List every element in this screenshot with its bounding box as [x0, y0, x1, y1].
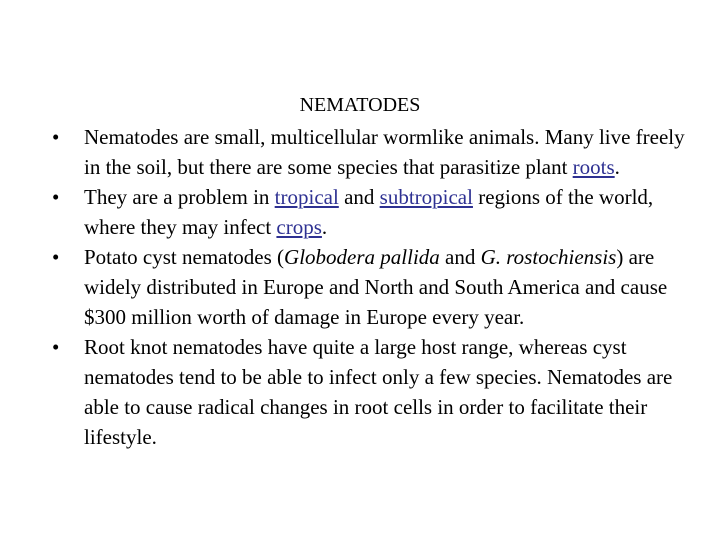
- link-tropical[interactable]: tropical: [274, 185, 339, 209]
- bullet-list: [50, 122, 690, 452]
- bullet-dot-icon: •: [52, 185, 60, 209]
- bullet-text: Potato cyst nematodes (: [84, 245, 285, 269]
- bullet-item: [50, 122, 690, 182]
- bullet-text: .: [321, 215, 328, 239]
- bullet-text: regions of the world, where they may infect: [84, 185, 654, 239]
- species-name: G. rostochiensis: [480, 245, 617, 269]
- bullet-text: Root knot nematodes have quite a large host range, whereas cyst nematodes tend to be able to infect only a few species. Nematodes are able to cause radical changes in root cells in order to facilitate their lifestyle.: [84, 335, 673, 449]
- bullet-item: [50, 332, 690, 452]
- link-crops[interactable]: crops: [276, 215, 322, 239]
- bullet-item: [50, 242, 690, 332]
- link-roots[interactable]: roots: [572, 155, 615, 179]
- species-name: Globodera pallida: [284, 245, 440, 269]
- bullet-item: [50, 182, 690, 242]
- bullet-text: and: [439, 245, 481, 269]
- slide-title: NEMATODES: [299, 94, 421, 116]
- bullet-text: They are a problem in: [84, 185, 275, 209]
- link-subtropical[interactable]: subtropical: [379, 185, 473, 209]
- bullet-text: .: [614, 155, 620, 179]
- bullet-text: and: [338, 185, 380, 209]
- bullet-text: ) are widely distributed in Europe and North and South America and cause $300 million worth of damage in Europe every year.: [84, 245, 668, 329]
- bullet-dot-icon: •: [52, 245, 60, 269]
- bullet-text: Nematodes are small, multicellular wormlike animals. Many live freely in the soil, but there are some species that parasitize plant: [84, 125, 685, 179]
- bullet-dot-icon: •: [52, 335, 60, 359]
- bullet-dot-icon: •: [52, 125, 60, 149]
